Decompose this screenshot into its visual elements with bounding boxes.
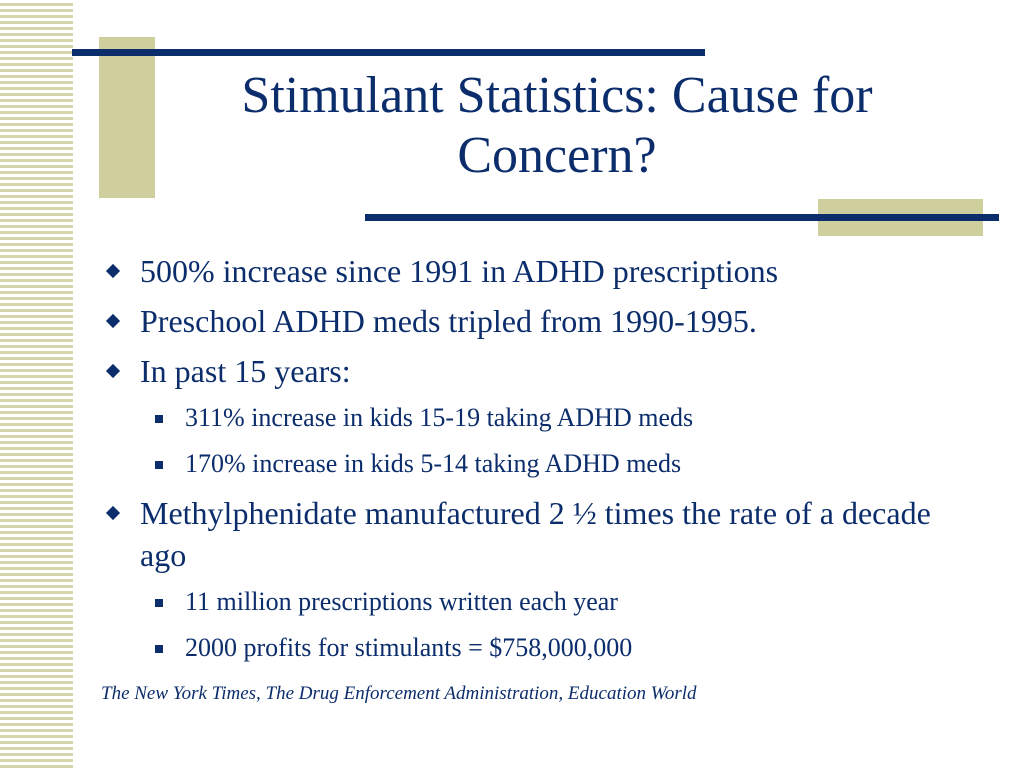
sub-bullet-text: 311% increase in kids 15-19 taking ADHD meds: [185, 403, 694, 432]
sub-bullet-item: [104, 630, 964, 666]
square-bullet-icon: [155, 645, 163, 653]
bullet-item: [104, 300, 964, 342]
bullet-text: Methylphenidate manufactured 2 ½ times the rate of a decade ago: [140, 495, 931, 573]
diamond-bullet-icon: [106, 364, 120, 378]
diamond-bullet-icon: [106, 264, 120, 278]
sub-bullet-text: 170% increase in kids 5-14 taking ADHD meds: [185, 449, 682, 478]
bullet-text: Preschool ADHD meds tripled from 1990-1995.: [140, 303, 757, 339]
bullet-item: [104, 250, 964, 292]
sub-bullet-text: 2000 profits for stimulants = $758,000,000: [185, 633, 633, 662]
title-rule-top: [72, 49, 705, 56]
slide-title: Stimulant Statistics: Cause for Concern?: [241, 67, 873, 184]
title-decor-block-left: [99, 37, 155, 198]
square-bullet-icon: [155, 599, 163, 607]
sub-bullet-item: [104, 584, 964, 620]
title-rule-bottom: [365, 214, 999, 221]
bullet-item: [104, 492, 964, 576]
bullet-text: 500% increase since 1991 in ADHD prescriptions: [140, 253, 779, 289]
bullet-item: [104, 350, 964, 392]
striped-sidebar: [0, 0, 73, 768]
square-bullet-icon: [155, 461, 163, 469]
sub-bullet-item: [104, 446, 964, 482]
source-citation: The New York Times, The Drug Enforcement Administration, Education World: [101, 683, 697, 704]
diamond-bullet-icon: [106, 506, 120, 520]
square-bullet-icon: [155, 415, 163, 423]
bullet-text: In past 15 years:: [140, 353, 351, 389]
diamond-bullet-icon: [106, 314, 120, 328]
sub-bullet-text: 11 million prescriptions written each year: [185, 587, 618, 616]
sub-bullet-item: [104, 400, 964, 436]
slide-body: [104, 250, 964, 676]
